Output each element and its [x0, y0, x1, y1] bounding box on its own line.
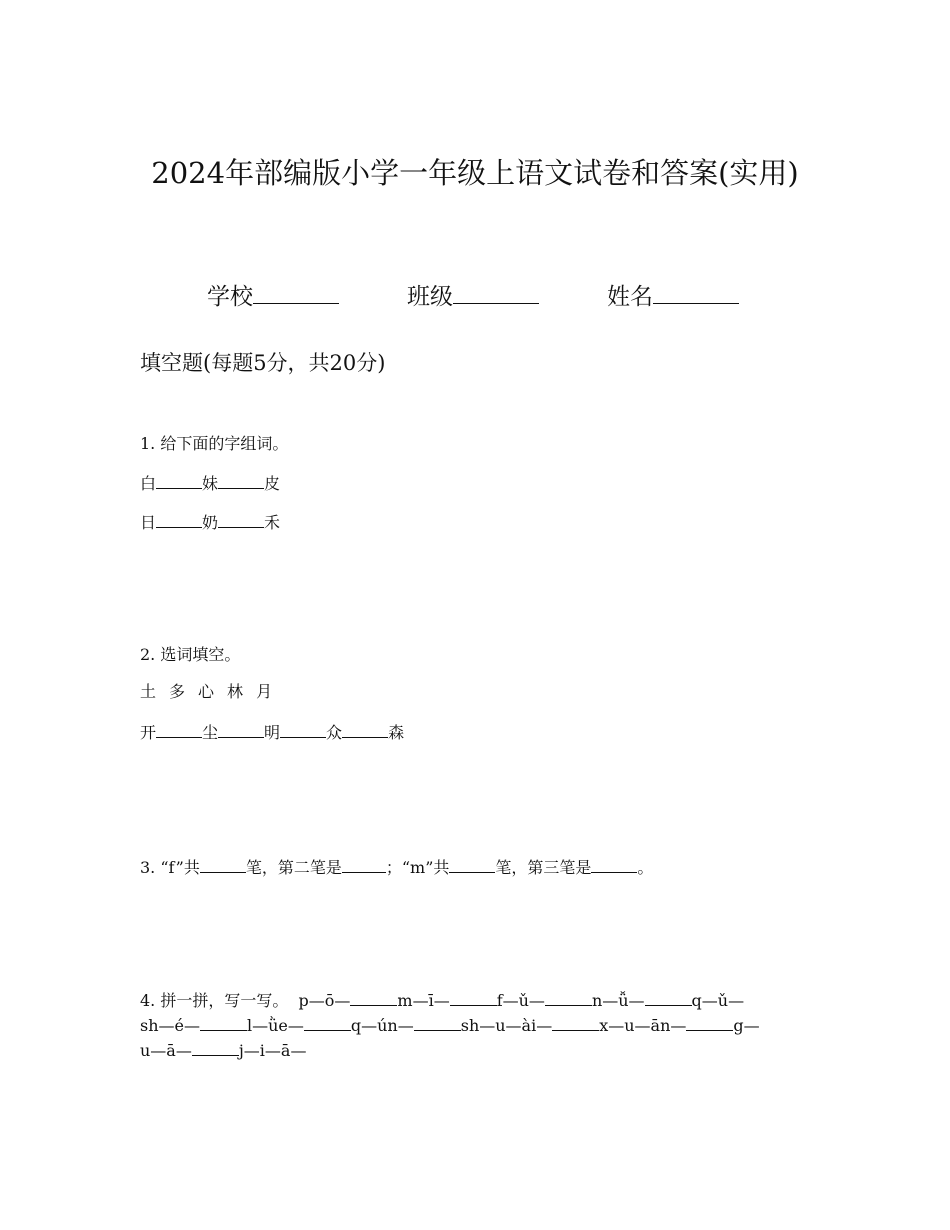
page-title: 2024年部编版小学一年级上语文试卷和答案(实用) [151, 156, 799, 190]
answer-blank[interactable] [280, 721, 326, 738]
answer-blank[interactable] [156, 511, 202, 528]
class-field [407, 278, 539, 311]
answer-blank[interactable] [591, 856, 637, 873]
option-word: 土 [140, 682, 157, 701]
answer-blank[interactable] [545, 989, 592, 1006]
pinyin: p—ō— [298, 991, 351, 1010]
answer-blank[interactable] [218, 721, 264, 738]
q4-prompt: 4. 拼一拼，写一写。 [140, 991, 289, 1010]
q3-text: ；“m”共 [385, 858, 450, 877]
answer-blank[interactable] [304, 1014, 351, 1031]
class-blank[interactable] [453, 281, 539, 304]
answer-blank[interactable] [414, 1014, 461, 1031]
answer-blank[interactable] [450, 989, 497, 1006]
answer-blank[interactable] [350, 989, 397, 1006]
option-word: 心 [198, 682, 215, 701]
answer-blank[interactable] [449, 856, 495, 873]
q3-text: 。 [637, 858, 654, 877]
name-field [607, 278, 739, 311]
pinyin: g— [733, 1016, 760, 1035]
answer-blank[interactable] [200, 1014, 247, 1031]
q4-line3 [140, 1039, 306, 1061]
answer-blank[interactable] [156, 472, 202, 489]
name-blank[interactable] [653, 281, 739, 304]
answer-blank[interactable] [156, 721, 202, 738]
q2-options [140, 682, 285, 702]
option-word: 多 [169, 682, 186, 701]
answer-blank[interactable] [645, 989, 692, 1006]
answer-blank[interactable] [192, 1039, 239, 1056]
q4-line1 [140, 989, 744, 1011]
section-heading: 填空题(每题5分，共20分) [140, 351, 386, 375]
pinyin: u—ā— [140, 1041, 192, 1060]
school-label: 学校 [207, 284, 253, 310]
option-word: 月 [256, 682, 273, 701]
pinyin: sh—é— [140, 1016, 200, 1035]
name-label: 姓名 [607, 284, 653, 310]
q3-text: 3. “f”共 [140, 858, 200, 877]
answer-blank[interactable] [342, 856, 386, 873]
pinyin: m—ī— [397, 991, 450, 1010]
answer-blank[interactable] [686, 1014, 733, 1031]
q3-line [140, 856, 653, 878]
q2-row [140, 721, 404, 743]
q4-line2 [140, 1014, 760, 1036]
q1-prompt: 1. 给下面的字组词。 [140, 434, 289, 453]
q1-row1 [140, 472, 280, 494]
pinyin: n—ǚ— [591, 991, 645, 1010]
pinyin: l—ǜe— [246, 1016, 304, 1035]
pinyin: j—i—ā— [238, 1041, 307, 1060]
pinyin: f—ǔ— [496, 991, 545, 1010]
q1-char: 妹 [202, 474, 219, 493]
pinyin: q—ún— [350, 1016, 414, 1035]
q1-char: 禾 [264, 513, 281, 532]
q2-prompt: 2. 选词填空。 [140, 645, 241, 664]
answer-blank[interactable] [218, 511, 264, 528]
q2-char: 尘 [202, 723, 219, 742]
answer-blank[interactable] [552, 1014, 599, 1031]
answer-blank[interactable] [218, 472, 264, 489]
q1-char: 皮 [264, 474, 281, 493]
school-blank[interactable] [253, 281, 339, 304]
pinyin: x—u—ān— [599, 1016, 687, 1035]
q1-char: 奶 [202, 513, 219, 532]
q3-text: 笔，第二笔是 [245, 858, 342, 877]
q1-char: 白 [140, 474, 157, 493]
q2-char: 明 [264, 723, 281, 742]
q3-text: 笔，第三笔是 [495, 858, 592, 877]
pinyin: q—ǔ— [691, 991, 745, 1010]
pinyin: sh—u—ài— [460, 1016, 553, 1035]
q2-char: 开 [140, 723, 157, 742]
class-label: 班级 [407, 284, 453, 310]
answer-blank[interactable] [200, 856, 246, 873]
q2-char: 森 [388, 723, 405, 742]
q1-row2 [140, 511, 280, 533]
option-word: 林 [227, 682, 244, 701]
school-field [207, 278, 339, 311]
answer-blank[interactable] [342, 721, 388, 738]
q2-char: 众 [326, 723, 343, 742]
q1-char: 日 [140, 513, 157, 532]
